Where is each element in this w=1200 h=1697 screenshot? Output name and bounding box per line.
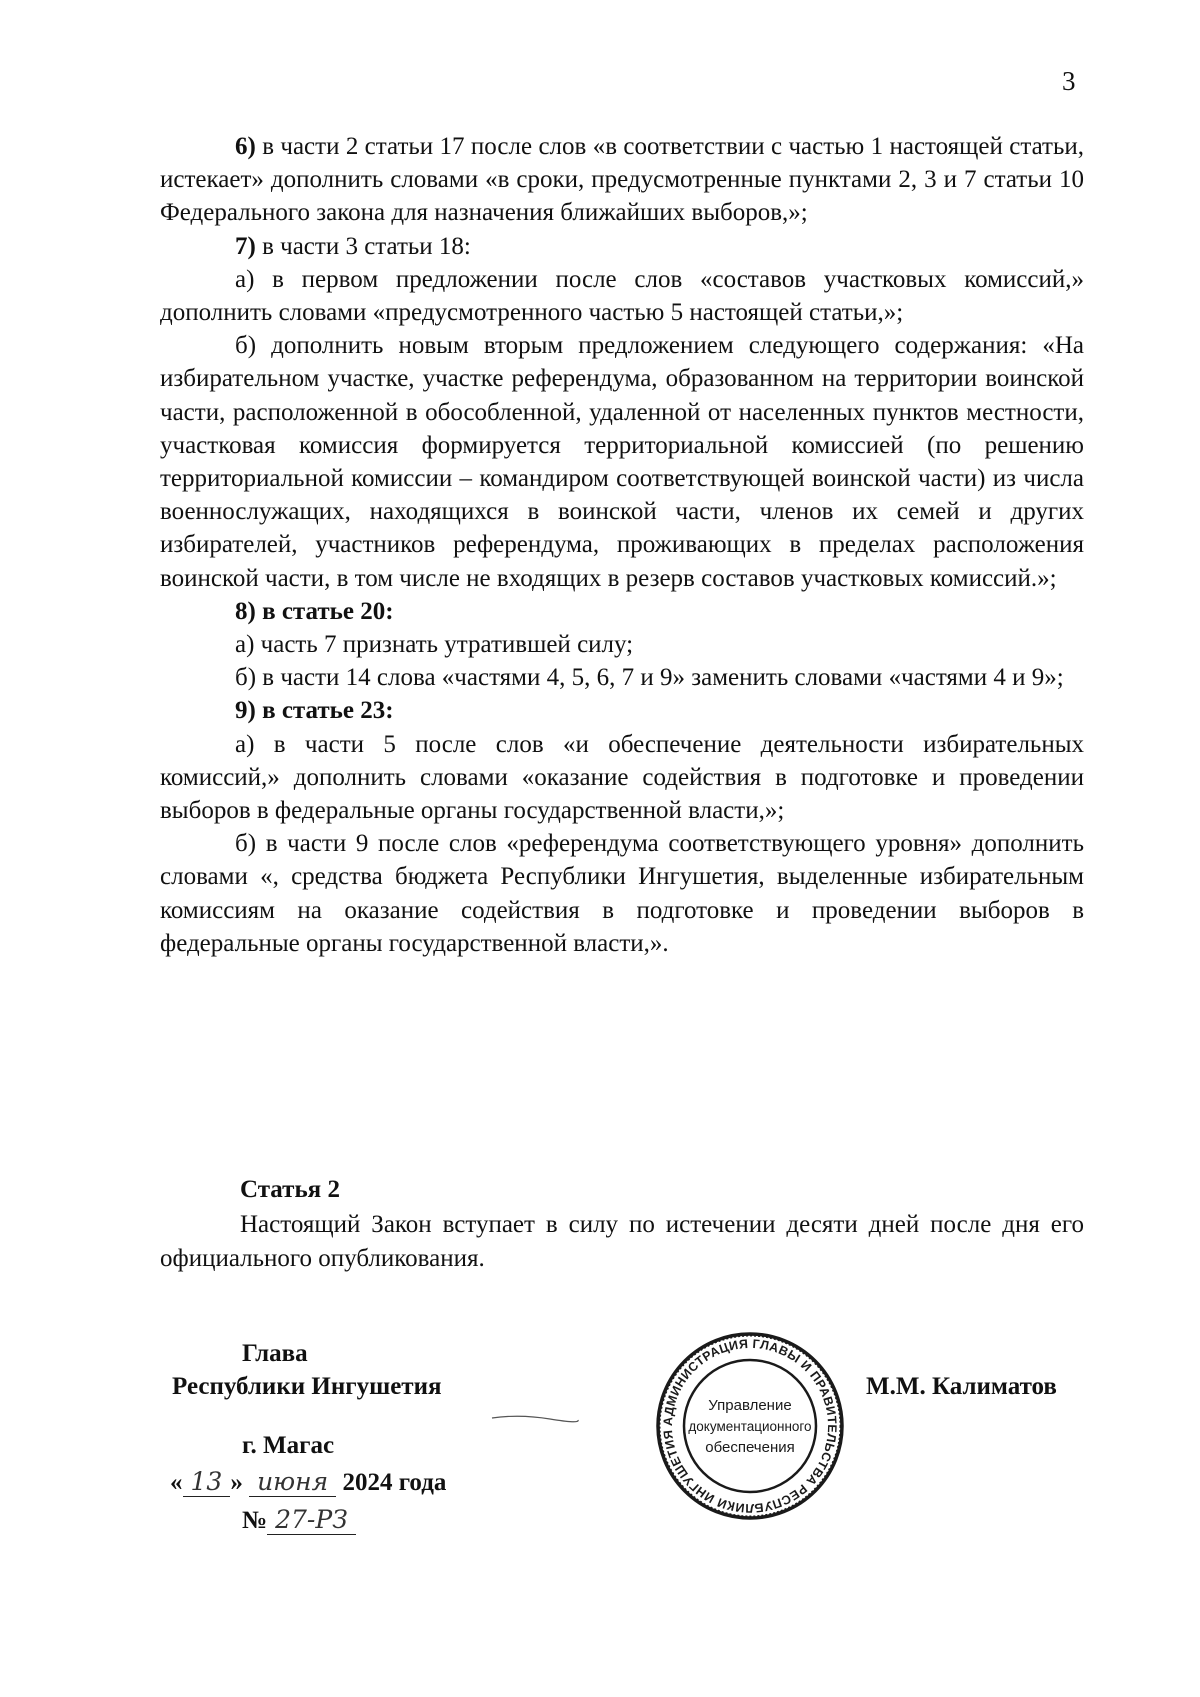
paragraph-item-8-heading [160, 595, 1084, 628]
law-number-handwritten: 27-РЗ [267, 1505, 356, 1535]
signing-date [170, 1467, 446, 1497]
item-7-text: в части 3 статьи 18: [255, 232, 471, 260]
paragraph-item-6 [160, 130, 1084, 230]
paragraph-item-7b: б) дополнить новым вторым предложением следующего содержания: «На избирательном участке, участке референдума, образованном на территории воинской части, расположенной в обособленной, удаленной от населенных пунктов местности, участковая комиссия формируется территориальной комиссией (по решению территориальной комиссии – командиром соответствующей воинской части) из числа военнослужащих, находящихся в воинской части, членов их семей и других избирателей, участников референдума, проживающих в пределах расположения воинской части, в том числе не входящих в резерв составов участковых комиссий.»; [160, 332, 1084, 592]
date-close-quote: » [230, 1469, 243, 1496]
paragraph-item-8b: б) в части 14 слова «частями 4, 5, 6, 7 и 9» заменить словами «частями 4 и 9»; [235, 664, 1064, 692]
law-number [242, 1505, 356, 1535]
date-open-quote: « [170, 1469, 183, 1496]
seal-center-line2: документационного [688, 1419, 812, 1434]
seal-ring-text: АДМИНИСТРАЦИЯ ГЛАВЫ И ПРАВИТЕЛЬСТВА РЕСПУБЛИКИ ИНГУШЕТИЯ [660, 1336, 840, 1516]
official-seal [654, 1330, 846, 1522]
amendments-text [160, 130, 1084, 960]
date-day-handwritten: 13 [183, 1467, 231, 1497]
item-7-lead: 7) [235, 232, 256, 260]
number-sign: № [242, 1507, 268, 1534]
seal-center-line3: обеспечения [705, 1439, 795, 1456]
date-month-handwritten: июня [249, 1467, 336, 1497]
item-9-heading: 9) в статье 23: [235, 697, 394, 725]
page-number: 3 [1062, 66, 1076, 96]
paragraph-item-9-heading [160, 694, 1084, 727]
seal-center-line1: Управление [708, 1397, 792, 1414]
item-6-text: в части 2 статьи 17 после слов «в соответствии с частью 1 настоящей статьи, истекает» дополнить словами «в сроки, предусмотренные пунктами 2, 3 и 7 статьи 10 Федерального закона для назначения ближайших выборов,»; [160, 133, 1084, 227]
item-6-lead: 6) [235, 133, 256, 160]
signatory-title-line2: Республики Ингушетия [172, 1373, 442, 1400]
signatory-name: М.М. Калиматов [866, 1373, 1057, 1400]
signing-city: г. Магас [242, 1432, 335, 1459]
paragraph-item-7a: а) в первом предложении после слов «составов участковых комиссий,» дополнить словами «предусмотренного частью 5 настоящей статьи,»; [160, 265, 1084, 327]
article-2-title: Статья 2 [240, 1176, 340, 1203]
date-year: 2024 года [342, 1469, 447, 1496]
paragraph-item-7 [160, 230, 1084, 263]
item-8-heading: 8) в статье 20: [235, 597, 394, 625]
paragraph-item-9a: а) в части 5 после слов «и обеспечение деятельности избирательных комиссий,» дополнить словами «оказание содействия в подготовке и проведении выборов в федеральные органы государственной власти,»; [160, 730, 1084, 825]
signatory-title-line1: Глава [242, 1340, 308, 1367]
article-2-text: Настоящий Закон вступает в силу по истечении десяти дней после дня его официального опубликования. [160, 1211, 1084, 1272]
paragraph-item-8a: а) часть 7 признать утратившей силу; [235, 631, 634, 659]
paragraph-item-9b: б) в части 9 после слов «референдума соответствующего уровня» дополнить словами «, средства бюджета Республики Ингушетия, выделенные избирательным комиссиям на оказание содействия в подготовке и проведении выборов в федеральные органы государственной власти,». [160, 830, 1084, 957]
signature-stroke [490, 1410, 580, 1430]
